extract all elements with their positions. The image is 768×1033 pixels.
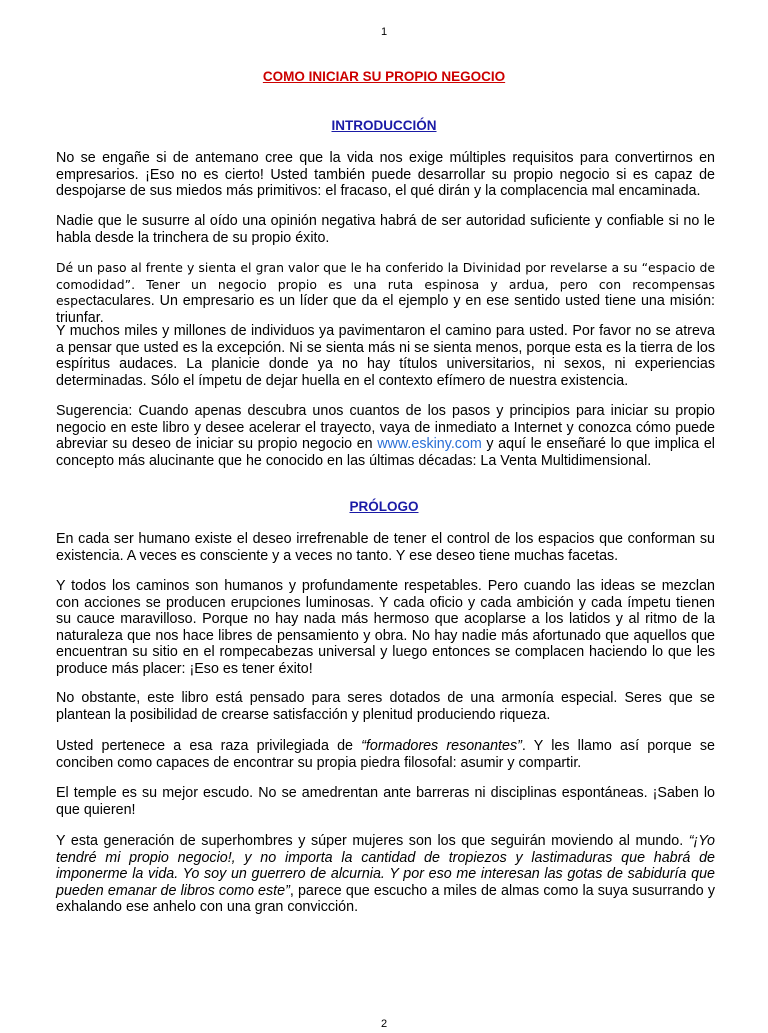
prologo-paragraph-1: En cada ser humano existe el deseo irrefrenable de tener el control de los espacios que conforman su existencia. A veces es consciente y a veces no tanto. Y ese deseo tiene muchas facetas. [56, 531, 715, 564]
prologo-paragraph-6-part-b: , parece que escucho a miles de almas como la suya susurrando y exhalando ese anhelo con una gran convicción. [56, 882, 715, 915]
prologo-paragraph-4-part-a: Usted pertenece a esa raza privilegiada de [56, 738, 362, 754]
section-heading-prologo: PRÓLOGO [349, 499, 419, 514]
intro-paragraph-2: Nadie que le susurre al oído una opinión negativa habrá de ser autoridad suficiente y confiable si no le habla desde la trinchera de su propio éxito. [56, 213, 715, 246]
prologo-paragraph-4-part-b: . Y les llamo así porque se conciben como capaces de encontrar su propia piedra filosofal: asumir y compartir. [56, 738, 715, 771]
intro-paragraph-5-part-a: Sugerencia: Cuando apenas descubra unos cuantos de los pasos y principios para iniciar su propio negocio en este libro y desee acelerar el trayecto, vaya de inmediato a Internet y conozca cómo puede abreviar su deseo de iniciar su propio negocio en [56, 403, 715, 452]
intro-paragraph-3 [56, 260, 715, 326]
section-heading-introduccion: INTRODUCCIÓN [331, 118, 437, 133]
page-number-top: 1 [380, 26, 388, 38]
intro-paragraph-4: Y muchos miles y millones de individuos ya pavimentaron el camino para usted. Por favor no se atreva a pensar que usted es la excepción. Ni se sienta más ni se sienta menos, porque esta es la tierra de los espíritus audaces. La planicie donde ya no hay títulos universitarios, ni sexos, ni experiencias determinadas. Sólo el ímpetu de dejar huella en el contexto efímero de nuestra existencia. [56, 323, 715, 389]
document-title: COMO INICIAR SU PROPIO NEGOCIO [262, 69, 506, 84]
prologo-paragraph-6 [56, 833, 715, 916]
page-number-bottom: 2 [380, 1018, 388, 1030]
intro-paragraph-3-part-a: Dé un paso al frente y sienta el gran valor que le ha conferido la Divinidad por revelarse a su “espacio de comodidad”. Tener un negocio propio es una ruta espinosa y ardua, pero con recompensas espe [56, 260, 715, 308]
prologo-paragraph-3: No obstante, este libro está pensado para seres dotados de una armonía especial. Seres que se plantean la posibilidad de crearse satisfacción y plenitud produciendo riqueza. [56, 690, 715, 723]
intro-paragraph-1: No se engañe si de antemano cree que la vida nos exige múltiples requisitos para convertirnos en empresarios. ¡Eso no es cierto! Usted también puede desarrollar su propio negocio si es capaz de despojarse de sus miedos más primitivos: el fracaso, el qué dirán y la complacencia mal encaminada. [56, 150, 715, 199]
prologo-paragraph-6-part-a: Y esta generación de superhombres y súper mujeres son los que seguirán moviendo al mundo. [56, 833, 689, 849]
eskiny-link[interactable]: www.eskiny.com [377, 436, 482, 452]
intro-paragraph-3-part-b: ctaculares. Un empresario es un líder que da el ejemplo y en ese sentido usted tiene una misión: triunfar. [56, 293, 715, 326]
intro-paragraph-5-part-b: y aquí le enseñaré lo que implica el concepto más alucinante que he conocido en las últimas décadas: La Venta Multidimensional. [56, 436, 715, 469]
prologo-paragraph-5: El temple es su mejor escudo. No se amedrentan ante barreras ni disciplinas espontáneas. ¡Saben lo que quieren! [56, 785, 715, 818]
intro-paragraph-5 [56, 403, 715, 469]
prologo-paragraph-4 [56, 738, 715, 771]
guerrero-quote: “¡Yo tendré mi propio negocio!, y no importa la cantidad de tropiezos y lastimaduras que habrá de imponerme la vida. Yo soy un guerrero de alcurnia. Y por eso me interesan las gotas de sabiduría que pueden emanar de libros como este” [56, 833, 715, 899]
prologo-paragraph-2: Y todos los caminos son humanos y profundamente respetables. Pero cuando las ideas se mezclan con acciones se producen erupciones luminosas. Y cada oficio y cada ambición y cada ímpetu tienen su cauce maravilloso. Porque no hay nada más hermoso que acoplarse a los latidos y al ritmo de la naturaleza que nos hace libres de pensamiento y obra. No hay nadie más afortunado que aquellos que encuentran su sitio en el rompecabezas universal y luego entonces se complacen haciendo lo que les produce más placer: ¡Eso es tener éxito! [56, 578, 715, 677]
formadores-resonantes-quote: “formadores resonantes” [361, 738, 522, 754]
